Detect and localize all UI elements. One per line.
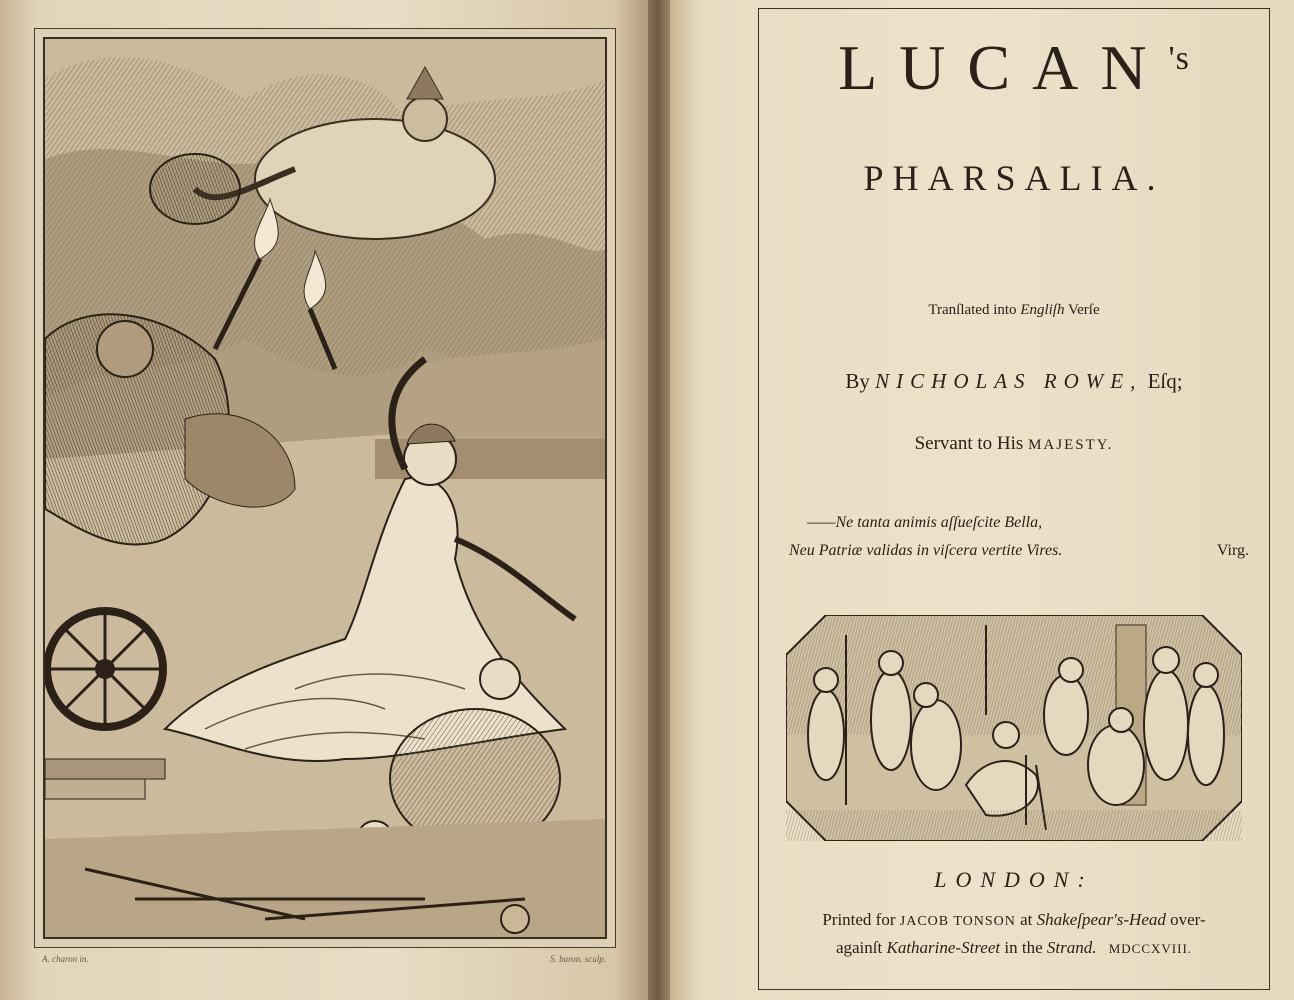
servant-text: Servant to His xyxy=(914,433,1024,454)
title-border xyxy=(758,8,1270,990)
frontispiece-plate-frame xyxy=(34,28,616,948)
imprint-publisher: JACOB TONSON xyxy=(899,914,1016,929)
imprint-strand: Strand. xyxy=(1046,938,1097,957)
title-lucan-suffix: 's xyxy=(1168,40,1190,77)
imprint-line-1 xyxy=(769,907,1259,935)
translated-prefix: Tranſlated into xyxy=(928,302,1017,318)
designer-credit: A. charon in. xyxy=(42,954,89,964)
subtitle-pharsalia: PHARSALIA. xyxy=(863,158,1165,198)
main-title xyxy=(759,31,1269,105)
imprint-over: over- xyxy=(1170,910,1206,929)
engraver-credit: S. baron. sculp. xyxy=(550,954,606,964)
servant-line xyxy=(759,433,1269,455)
frontispiece-engraving xyxy=(43,37,607,939)
imprint-street: Katharine-Street xyxy=(886,938,1001,957)
imprint-printed-for: Printed for xyxy=(822,910,896,929)
title-vignette-engraving xyxy=(786,615,1242,841)
imprint-year: MDCCXVIII. xyxy=(1108,941,1193,956)
imprint xyxy=(769,907,1259,962)
frontispiece-illustration xyxy=(45,39,605,937)
epigraph-line-2: Neu Patriæ validas in viſcera vertite Vires. xyxy=(789,542,1063,559)
title-page xyxy=(670,0,1294,1000)
translation-line xyxy=(759,302,1269,319)
epigraph-line-1: ——Ne tanta animis aſſueſcite Bella, xyxy=(807,514,1043,531)
imprint-line-2 xyxy=(769,935,1259,962)
imprint-sign: Shakeſpear's-Head xyxy=(1036,910,1166,929)
imprint-city: LONDON: xyxy=(934,867,1094,892)
epigraph-source: Virg. xyxy=(1216,542,1249,559)
author-esq: Eſq; xyxy=(1147,369,1183,393)
imprint-at: at xyxy=(1020,910,1033,929)
translated-verse: Verſe xyxy=(1067,302,1100,318)
author-line xyxy=(759,369,1269,394)
title-lucan: LUCAN xyxy=(838,32,1169,103)
book-gutter xyxy=(648,0,670,1000)
by-word: By xyxy=(845,369,870,393)
author-name: NICHOLAS ROWE, xyxy=(875,369,1143,393)
imprint-strand-prefix: in the xyxy=(1004,938,1043,957)
vignette-illustration xyxy=(786,615,1242,841)
imprint-against: againſt xyxy=(835,938,883,957)
servant-majesty: MAJESTY. xyxy=(1028,437,1114,453)
translated-english: Engliſh xyxy=(1020,302,1065,318)
epigraph xyxy=(789,509,1249,565)
